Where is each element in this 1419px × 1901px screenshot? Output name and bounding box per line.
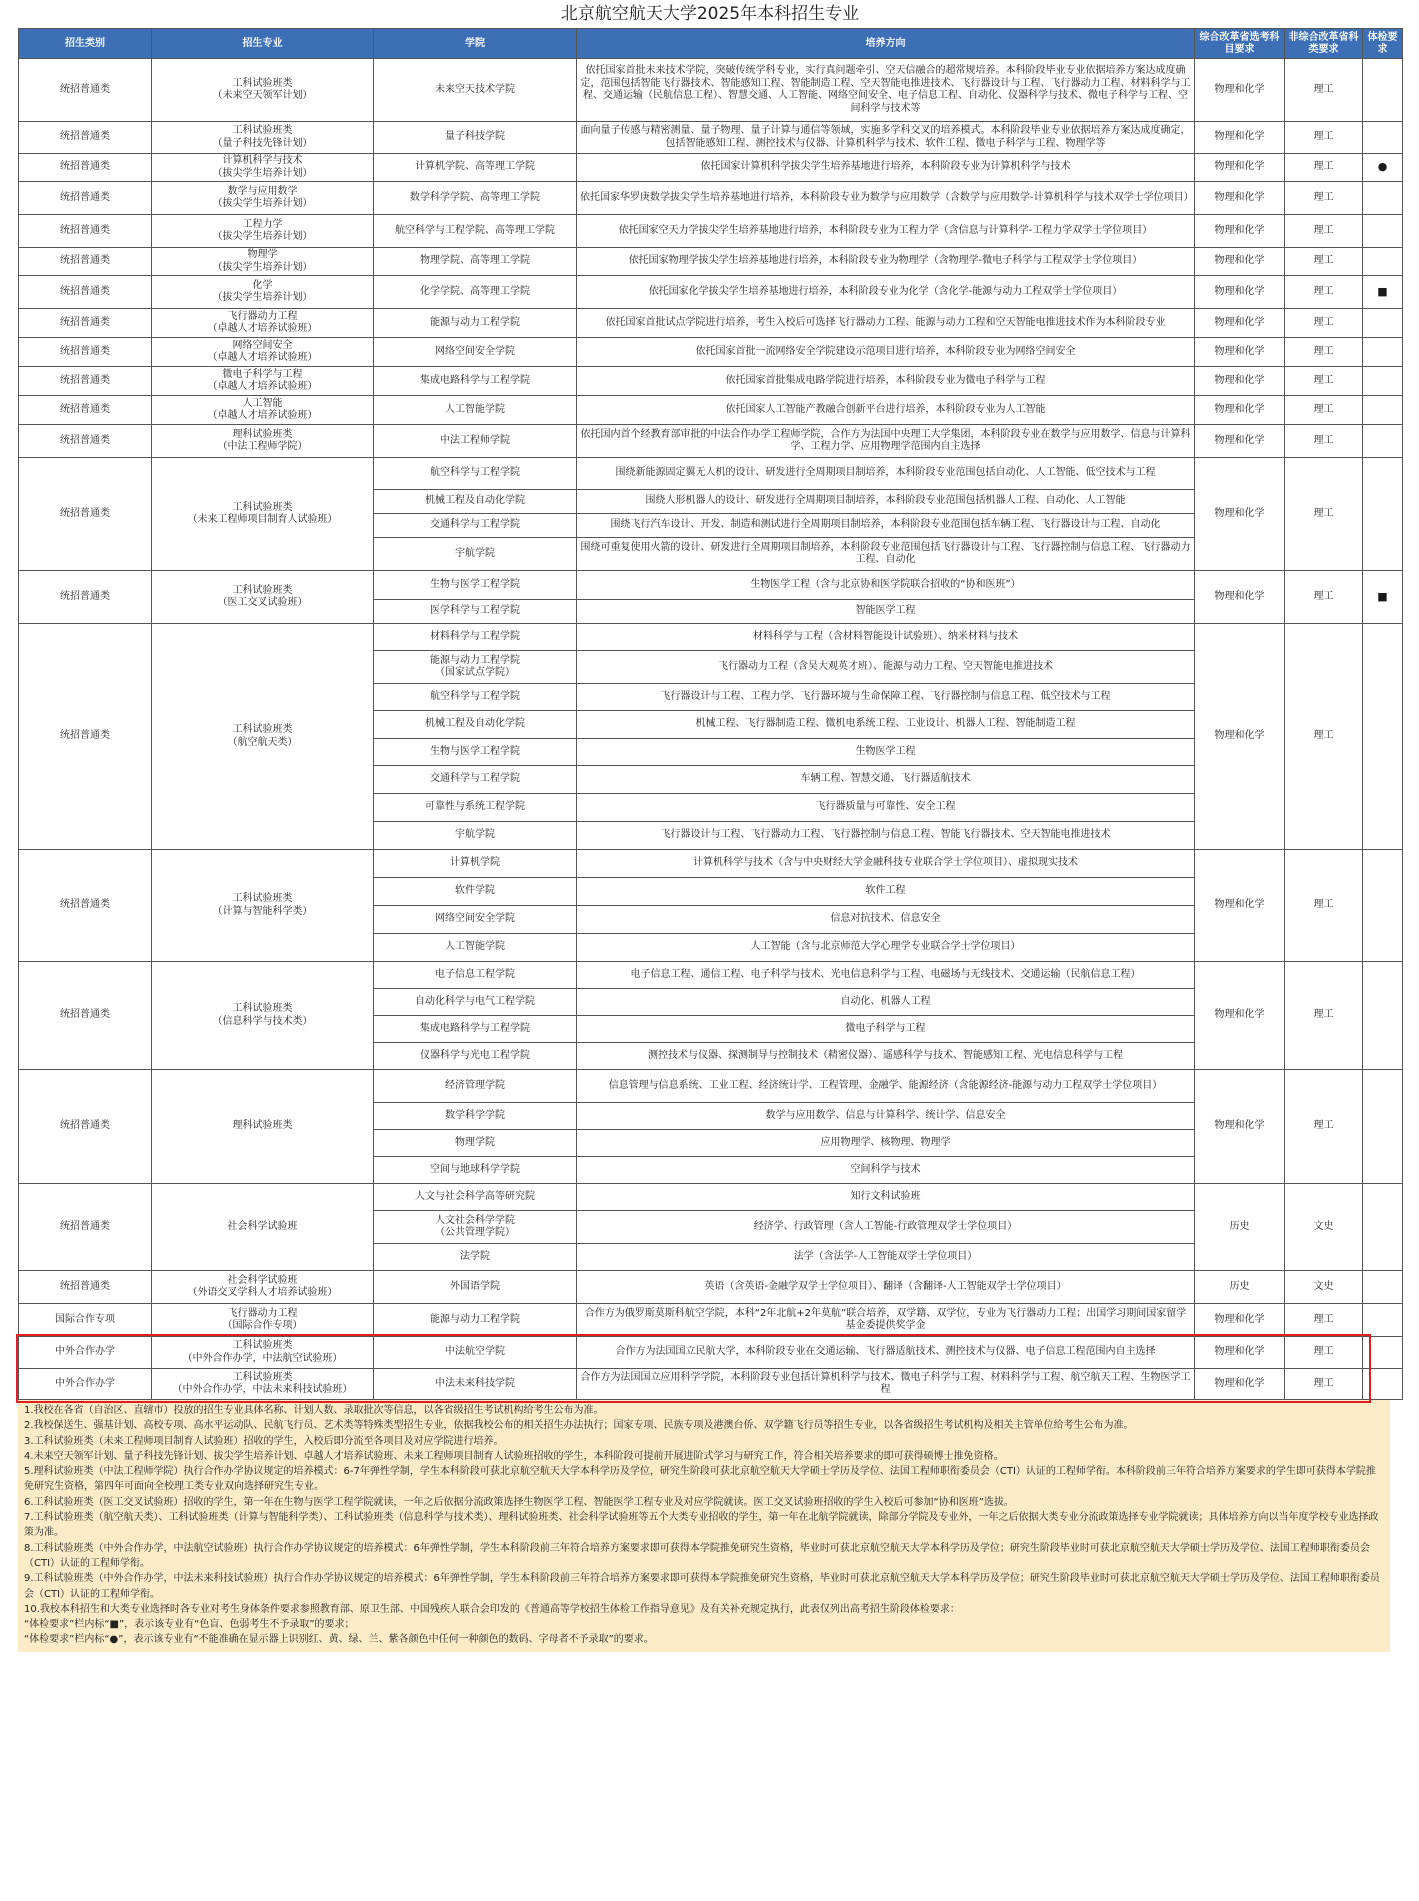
cell-school: 化学学院、高等理工学院 (374, 276, 577, 309)
cell-program: 工科试验班类 （中外合作办学，中法未来科技试验班） (152, 1369, 374, 1400)
cell-nonreform-type: 理工 (1285, 215, 1363, 248)
cell-school: 人工智能学院 (374, 396, 577, 425)
cell-reform-subjects: 物理和化学 (1195, 276, 1285, 309)
cell-reform-subjects: 物理和化学 (1195, 458, 1285, 571)
cell-nonreform-type: 理工 (1285, 458, 1363, 571)
cell-school: 生物与医学工程学院 (374, 571, 577, 600)
cell-reform-subjects: 物理和化学 (1195, 396, 1285, 425)
note-item: 9.工科试验班类（中外合作办学，中法未来科技试验班）执行合作办学协议规定的培养模式：6年弹性学制，学生本科阶段前三年符合培养方案要求即可获得本学院推免研究生资格，毕业时可获北京航空航天大学本科学历及学位；研究生阶段毕业时可获北京航空航天大学硕士学历及学位、法国工程师职衔委员会（CTI）认证的工程师学衔。 (24, 1573, 1380, 1600)
cell-direction: 飞行器设计与工程、飞行器动力工程、飞行器控制与信息工程、智能飞行器技术、空天智能电推进技术 (577, 822, 1195, 850)
cell-direction: 生物医学工程 (577, 739, 1195, 766)
table-row (19, 122, 1403, 154)
cell-category: 统招普通类 (19, 182, 152, 215)
cell-school: 医学科学与工程学院 (374, 600, 577, 624)
cell-direction: 依托国家首批试点学院进行培养，考生入校后可选择飞行器动力工程、能源与动力工程和空天智能电推进技术作为本科阶段专业 (577, 309, 1195, 338)
table-row (19, 182, 1403, 215)
cell-physical-exam (1363, 1070, 1403, 1184)
cell-physical-exam (1363, 962, 1403, 1070)
cell-category: 中外合作办学 (19, 1369, 152, 1400)
table-row (19, 276, 1403, 309)
cell-category: 统招普通类 (19, 425, 152, 458)
cell-nonreform-type: 理工 (1285, 338, 1363, 367)
cell-direction: 飞行器动力工程（含吴大观英才班）、能源与动力工程、空天智能电推进技术 (577, 651, 1195, 684)
note-item: 4.未来空天领军计划、量子科技先锋计划、拔尖学生培养计划、卓越人才培养试验班、未来工程师项目制育人试验班招收的学生，本科阶段可提前开展进阶式学习与研究工作，符合相关培养要求的即可获得硕博士推免资格。 (24, 1450, 1004, 1462)
cell-nonreform-type: 理工 (1285, 367, 1363, 396)
cell-school: 外国语学院 (374, 1271, 577, 1304)
cell-school: 中法未来科技学院 (374, 1369, 577, 1400)
cell-school: 材料科学与工程学院 (374, 624, 577, 651)
note-item: “体检要求”栏内标“●”，表示该专业有“不能准确在显示器上识别红、黄、绿、兰、紫各颜色中任何一种颜色的数码、字母者不予录取”的要求。 (24, 1634, 654, 1646)
cell-reform-subjects: 物理和化学 (1195, 1304, 1285, 1337)
cell-direction: 自动化、机器人工程 (577, 989, 1195, 1016)
cell-program: 工科试验班类 （计算与智能科学类） (152, 850, 374, 962)
cell-reform-subjects: 历史 (1195, 1184, 1285, 1271)
cell-physical-exam (1363, 850, 1403, 962)
cell-category: 统招普通类 (19, 309, 152, 338)
header-school: 学院 (374, 29, 577, 59)
cell-program: 工程力学 （拔尖学生培养计划） (152, 215, 374, 248)
cell-physical-exam (1363, 425, 1403, 458)
cell-school: 中法工程师学院 (374, 425, 577, 458)
cell-category: 统招普通类 (19, 571, 152, 624)
cell-direction: 空间科学与技术 (577, 1157, 1195, 1184)
cell-nonreform-type: 理工 (1285, 154, 1363, 182)
cell-reform-subjects: 历史 (1195, 1271, 1285, 1304)
cell-nonreform-type: 理工 (1285, 248, 1363, 276)
cell-school: 经济管理学院 (374, 1070, 577, 1103)
cell-school: 能源与动力工程学院 （国家试点学院） (374, 651, 577, 684)
cell-school: 航空科学与工程学院 (374, 684, 577, 711)
cell-direction: 信息管理与信息系统、工业工程、经济统计学、工程管理、金融学、能源经济（含能源经济-能源与动力工程双学士学位项目） (577, 1070, 1195, 1103)
cell-direction: 依托国家人工智能产教融合创新平台进行培养，本科阶段专业为人工智能 (577, 396, 1195, 425)
cell-program: 物理学 （拔尖学生培养计划） (152, 248, 374, 276)
header-program: 招生专业 (152, 29, 374, 59)
cell-direction: 知行文科试验班 (577, 1184, 1195, 1211)
cell-direction: 合作方为俄罗斯莫斯科航空学院，本科“2年北航+2年莫航”联合培养，双学籍、双学位，专业为飞行器动力工程；出国学习期间国家留学基金委提供奖学金 (577, 1304, 1195, 1337)
cell-category: 中外合作办学 (19, 1337, 152, 1369)
cell-category: 统招普通类 (19, 367, 152, 396)
cell-program: 飞行器动力工程 （卓越人才培养试验班） (152, 309, 374, 338)
cell-category: 统招普通类 (19, 1184, 152, 1271)
cell-school: 人文社会科学学院 （公共管理学院） (374, 1211, 577, 1244)
cell-school: 能源与动力工程学院 (374, 309, 577, 338)
cell-nonreform-type: 理工 (1285, 962, 1363, 1070)
cell-nonreform-type: 理工 (1285, 850, 1363, 962)
header-direction: 培养方向 (577, 29, 1195, 59)
cell-direction: 人工智能（含与北京师范大学心理学专业联合学士学位项目） (577, 934, 1195, 962)
cell-reform-subjects: 物理和化学 (1195, 1070, 1285, 1184)
cell-nonreform-type: 理工 (1285, 276, 1363, 309)
table-row (19, 367, 1403, 396)
cell-reform-subjects: 物理和化学 (1195, 425, 1285, 458)
cell-reform-subjects: 物理和化学 (1195, 154, 1285, 182)
note-item: 8.工科试验班类（中外合作办学，中法航空试验班）执行合作办学协议规定的培养模式：6年弹性学制，学生本科阶段前三年符合培养方案要求即可获得本学院推免研究生资格，毕业时可获北京航空航天大学本科学历及学位；研究生阶段毕业时可获北京航空航天大学硕士学历及学位、法国工程师职衔委员会（CTI）认证的工程师学衔。 (24, 1542, 1370, 1569)
cell-program: 飞行器动力工程 （国际合作专项） (152, 1304, 374, 1337)
cell-program: 社会科学试验班 （外语交叉学科人才培养试验班） (152, 1271, 374, 1304)
cell-program: 化学 （拔尖学生培养计划） (152, 276, 374, 309)
cell-school: 交通科学与工程学院 (374, 514, 577, 538)
cell-school: 人工智能学院 (374, 934, 577, 962)
cell-category: 统招普通类 (19, 850, 152, 962)
cell-physical-exam (1363, 1271, 1403, 1304)
cell-physical-exam (1363, 122, 1403, 154)
cell-direction: 围绕人形机器人的设计、研发进行全周期项目制培养，本科阶段专业范围包括机器人工程、自动化、人工智能 (577, 490, 1195, 514)
table-row (19, 1184, 1403, 1211)
note-item: 6.工科试验班类（医工交叉试验班）招收的学生，第一年在生物与医学工程学院就读，一年之后依据分流政策选择生物医学工程、智能医学工程专业及对应学院就读。医工交叉试验班招收的学生入校后可参加“协和医班”选拔。 (24, 1496, 1014, 1508)
cell-program: 工科试验班类 （未来空天领军计划） (152, 59, 374, 122)
cell-program: 网络空间安全 （卓越人才培养试验班） (152, 338, 374, 367)
cell-direction: 机械工程、飞行器制造工程、微机电系统工程、工业设计、机器人工程、智能制造工程 (577, 711, 1195, 739)
cell-direction: 计算机科学与技术（含与中央财经大学金融科技专业联合学士学位项目）、虚拟现实技术 (577, 850, 1195, 878)
cell-direction: 车辆工程、智慧交通、飞行器适航技术 (577, 766, 1195, 794)
cell-direction: 依托国家华罗庚数学拔尖学生培养基地进行培养，本科阶段专业为数学与应用数学（含数学与应用数学-计算机科学与技术双学士学位项目） (577, 182, 1195, 215)
cell-program: 社会科学试验班 (152, 1184, 374, 1271)
cell-direction: 法学（含法学-人工智能双学士学位项目） (577, 1244, 1195, 1271)
cell-physical-exam: ■ (1363, 571, 1403, 624)
cell-direction: 应用物理学、核物理、物理学 (577, 1130, 1195, 1157)
cell-school: 物理学院 (374, 1130, 577, 1157)
cell-direction: 微电子科学与工程 (577, 1016, 1195, 1043)
cell-nonreform-type: 文史 (1285, 1184, 1363, 1271)
table-row (19, 338, 1403, 367)
cell-direction: 合作方为法国国立民航大学，本科阶段专业在交通运输、飞行器适航技术、测控技术与仪器、电子信息工程范围内自主选择 (577, 1337, 1195, 1369)
table-row (19, 850, 1403, 878)
cell-reform-subjects: 物理和化学 (1195, 624, 1285, 850)
cell-reform-subjects: 物理和化学 (1195, 1337, 1285, 1369)
cell-category: 统招普通类 (19, 458, 152, 571)
cell-direction: 生物医学工程（含与北京协和医学院联合招收的“协和医班”） (577, 571, 1195, 600)
cell-category: 统招普通类 (19, 338, 152, 367)
cell-category: 统招普通类 (19, 154, 152, 182)
cell-nonreform-type: 理工 (1285, 1070, 1363, 1184)
cell-physical-exam (1363, 367, 1403, 396)
cell-direction: 依托国家空天力学拔尖学生培养基地进行培养，本科阶段专业为工程力学（含信息与计算科学-工程力学双学士学位项目） (577, 215, 1195, 248)
cell-direction: 围绕飞行汽车设计、开发、制造和测试进行全周期项目制培养，本科阶段专业范围包括车辆工程、飞行器设计与工程、自动化 (577, 514, 1195, 538)
cell-physical-exam (1363, 1184, 1403, 1271)
cell-physical-exam (1363, 396, 1403, 425)
cell-nonreform-type: 理工 (1285, 1337, 1363, 1369)
cell-nonreform-type: 理工 (1285, 182, 1363, 215)
table-row (19, 396, 1403, 425)
cell-school: 计算机学院 (374, 850, 577, 878)
cell-physical-exam (1363, 309, 1403, 338)
table-header-row (19, 29, 1403, 59)
cell-direction: 飞行器质量与可靠性、安全工程 (577, 794, 1195, 822)
cell-direction: 软件工程 (577, 878, 1195, 906)
header-nonreform-type: 非综合改革省科类要求 (1285, 29, 1363, 59)
cell-direction: 依托国家首批一流网络安全学院建设示范项目进行培养，本科阶段专业为网络空间安全 (577, 338, 1195, 367)
cell-reform-subjects: 物理和化学 (1195, 59, 1285, 122)
cell-nonreform-type: 理工 (1285, 59, 1363, 122)
cell-physical-exam (1363, 215, 1403, 248)
cell-school: 量子科技学院 (374, 122, 577, 154)
cell-physical-exam: ■ (1363, 276, 1403, 309)
cell-direction: 依托国内首个经教育部审批的中法合作办学工程师学院，合作方为法国中央理工大学集团，本科阶段专业在数学与应用数学、信息与计算科学、工程力学、应用物理学范围内自主选择 (577, 425, 1195, 458)
cell-program: 工科试验班类 （未来工程师项目制育人试验班） (152, 458, 374, 571)
cell-category: 统招普通类 (19, 962, 152, 1070)
table-row (19, 624, 1403, 651)
cell-physical-exam (1363, 182, 1403, 215)
cell-school: 自动化科学与电气工程学院 (374, 989, 577, 1016)
cell-physical-exam (1363, 1304, 1403, 1337)
cell-school: 物理学院、高等理工学院 (374, 248, 577, 276)
table-row (19, 215, 1403, 248)
cell-direction: 经济学、行政管理（含人工智能-行政管理双学士学位项目） (577, 1211, 1195, 1244)
cell-school: 航空科学与工程学院、高等理工学院 (374, 215, 577, 248)
highlight-box (16, 1334, 1371, 1403)
cell-program: 工科试验班类 （医工交叉试验班） (152, 571, 374, 624)
cell-school: 集成电路科学与工程学院 (374, 367, 577, 396)
cell-reform-subjects: 物理和化学 (1195, 850, 1285, 962)
cell-school: 生物与医学工程学院 (374, 739, 577, 766)
cell-school: 计算机学院、高等理工学院 (374, 154, 577, 182)
cell-category: 统招普通类 (19, 1271, 152, 1304)
cell-program: 理科试验班类 (152, 1070, 374, 1184)
cell-school: 机械工程及自动化学院 (374, 490, 577, 514)
cell-program: 工科试验班类 （信息科学与技术类） (152, 962, 374, 1070)
table-row (19, 962, 1403, 989)
cell-physical-exam (1363, 624, 1403, 850)
table-row (19, 1304, 1403, 1337)
cell-reform-subjects: 物理和化学 (1195, 367, 1285, 396)
cell-reform-subjects: 物理和化学 (1195, 309, 1285, 338)
cell-category: 统招普通类 (19, 215, 152, 248)
cell-nonreform-type: 理工 (1285, 624, 1363, 850)
cell-category: 统招普通类 (19, 1070, 152, 1184)
cell-category: 国际合作专项 (19, 1304, 152, 1337)
cell-category: 统招普通类 (19, 248, 152, 276)
cell-direction: 依托国家计算机科学拔尖学生培养基地进行培养，本科阶段专业为计算机科学与技术 (577, 154, 1195, 182)
table-row (19, 571, 1403, 600)
cell-school: 网络空间安全学院 (374, 338, 577, 367)
cell-direction: 依托国家物理学拔尖学生培养基地进行培养，本科阶段专业为物理学（含物理学-微电子科学与工程双学士学位项目） (577, 248, 1195, 276)
table-row (19, 59, 1403, 122)
cell-school: 宇航学院 (374, 538, 577, 571)
admissions-table (18, 28, 1403, 1400)
cell-direction: 飞行器设计与工程、工程力学、飞行器环境与生命保障工程、飞行器控制与信息工程、低空技术与工程 (577, 684, 1195, 711)
cell-nonreform-type: 理工 (1285, 122, 1363, 154)
cell-nonreform-type: 文史 (1285, 1271, 1363, 1304)
table-row (19, 309, 1403, 338)
cell-category: 统招普通类 (19, 276, 152, 309)
header-category: 招生类别 (19, 29, 152, 59)
cell-nonreform-type: 理工 (1285, 571, 1363, 624)
cell-school: 人文与社会科学高等研究院 (374, 1184, 577, 1211)
cell-reform-subjects: 物理和化学 (1195, 962, 1285, 1070)
table-row (19, 458, 1403, 490)
cell-direction: 合作方为法国国立应用科学学院，本科阶段专业包括计算机科学与技术、微电子科学与工程、材料科学与工程、航空航天工程、生物医学工程 (577, 1369, 1195, 1400)
cell-school: 能源与动力工程学院 (374, 1304, 577, 1337)
cell-direction: 依托国家首批未来技术学院，突破传统学科专业，实行真问题牵引、空天信融合的超常规培养。本科阶段毕业专业依据培养方案达成度确定，范围包括智能飞行器技术、智能感知工程、智能制造工程、空天智能电推进技术、飞行器设计与工程、飞行器动力工程、材料科学与工程、交通运输（民航信息工程）、智慧交通、人工智能、网络空间安全、电子信息工程、自动化、仪器科学与技术、微电子科学与工程、空间科学与技术等 (577, 59, 1195, 122)
table-row (19, 425, 1403, 458)
cell-nonreform-type: 理工 (1285, 1369, 1363, 1400)
note-item: 2.我校保送生、强基计划、高校专项、高水平运动队、民航飞行员、艺术类等特殊类型招生专业，依据我校公布的相关招生办法执行；国家专项、民族专项及港澳台侨、双学籍飞行员等招生专业，以各省级招生考试机构及相关主管单位给考生公布为准。 (24, 1420, 1134, 1432)
cell-reform-subjects: 物理和化学 (1195, 182, 1285, 215)
table-row (19, 1070, 1403, 1103)
page-title: 北京航空航天大学2025年本科招生专业 (560, 4, 860, 24)
cell-program: 计算机科学与技术 （拔尖学生培养计划） (152, 154, 374, 182)
cell-direction: 依托国家首批集成电路学院进行培养，本科阶段专业为微电子科学与工程 (577, 367, 1195, 396)
cell-reform-subjects: 物理和化学 (1195, 1369, 1285, 1400)
cell-school: 交通科学与工程学院 (374, 766, 577, 794)
cell-school: 网络空间安全学院 (374, 906, 577, 934)
cell-school: 电子信息工程学院 (374, 962, 577, 989)
cell-nonreform-type: 理工 (1285, 425, 1363, 458)
note-item: 1.我校在各省（自治区、直辖市）投放的招生专业具体名称、计划人数、录取批次等信息，以各省级招生考试机构给考生公布为准。 (24, 1405, 604, 1416)
cell-school: 仪器科学与光电工程学院 (374, 1043, 577, 1070)
notes-section (18, 1400, 1390, 1652)
note-item: “体检要求”栏内标“■”，表示该专业有“色盲、色弱考生不予录取”的要求； (24, 1619, 355, 1631)
cell-program: 数学与应用数学 （拔尖学生培养计划） (152, 182, 374, 215)
cell-physical-exam (1363, 458, 1403, 571)
table-body (19, 59, 1403, 1400)
header-reform-subjects: 综合改革省选考科目要求 (1195, 29, 1285, 59)
cell-direction: 智能医学工程 (577, 600, 1195, 624)
cell-school: 航空科学与工程学院 (374, 458, 577, 490)
cell-physical-exam (1363, 59, 1403, 122)
cell-direction: 数学与应用数学、信息与计算科学、统计学、信息安全 (577, 1103, 1195, 1130)
cell-physical-exam: ● (1363, 154, 1403, 182)
cell-reform-subjects: 物理和化学 (1195, 122, 1285, 154)
cell-direction: 围绕可重复使用火箭的设计、研发进行全周期项目制培养，本科阶段专业范围包括飞行器设计与工程、飞行器控制与信息工程、飞行器动力工程、自动化 (577, 538, 1195, 571)
cell-nonreform-type: 理工 (1285, 309, 1363, 338)
header-physical-exam: 体检要求 (1363, 29, 1403, 59)
table-row (19, 248, 1403, 276)
cell-program: 工科试验班类 （量子科技先锋计划） (152, 122, 374, 154)
cell-direction: 围绕新能源固定翼无人机的设计、研发进行全周期项目制培养，本科阶段专业范围包括自动化、人工智能、低空技术与工程 (577, 458, 1195, 490)
cell-reform-subjects: 物理和化学 (1195, 571, 1285, 624)
cell-school: 中法航空学院 (374, 1337, 577, 1369)
document-page (18, 0, 1402, 1652)
cell-school: 未来空天技术学院 (374, 59, 577, 122)
cell-program: 微电子科学与工程 （卓越人才培养试验班） (152, 367, 374, 396)
cell-direction: 依托国家化学拔尖学生培养基地进行培养，本科阶段专业为化学（含化学-能源与动力工程双学士学位项目） (577, 276, 1195, 309)
cell-school: 可靠性与系统工程学院 (374, 794, 577, 822)
cell-program: 工科试验班类 （中外合作办学，中法航空试验班） (152, 1337, 374, 1369)
cell-physical-exam (1363, 338, 1403, 367)
cell-school: 机械工程及自动化学院 (374, 711, 577, 739)
table-row (19, 1271, 1403, 1304)
cell-reform-subjects: 物理和化学 (1195, 215, 1285, 248)
cell-nonreform-type: 理工 (1285, 1304, 1363, 1337)
cell-direction: 测控技术与仪器、探测制导与控制技术（精密仪器）、遥感科学与技术、智能感知工程、光电信息科学与工程 (577, 1043, 1195, 1070)
cell-category: 统招普通类 (19, 624, 152, 850)
cell-program: 理科试验班类 （中法工程师学院） (152, 425, 374, 458)
cell-reform-subjects: 物理和化学 (1195, 248, 1285, 276)
cell-school: 集成电路科学与工程学院 (374, 1016, 577, 1043)
cell-school: 宇航学院 (374, 822, 577, 850)
cell-category: 统招普通类 (19, 122, 152, 154)
table-row (19, 154, 1403, 182)
cell-school: 数学科学学院、高等理工学院 (374, 182, 577, 215)
cell-program: 工科试验班类 （航空航天类） (152, 624, 374, 850)
cell-category: 统招普通类 (19, 59, 152, 122)
cell-nonreform-type: 理工 (1285, 396, 1363, 425)
note-item: 7.工科试验班类（航空航天类）、工科试验班类（计算与智能科学类）、工科试验班类（信息科学与技术类）、理科试验班类、社会科学试验班等五个大类专业招收的学生，第一年在北航学院就读，除部分学院及专业外，一年之后依据大类专业分流政策选择专业学院就读；具体培养方向以当年度学校专业选择政策为准。 (24, 1512, 1379, 1539)
cell-direction: 电子信息工程、通信工程、电子科学与技术、光电信息科学与工程、电磁场与无线技术、交通运输（民航信息工程） (577, 962, 1195, 989)
cell-school: 软件学院 (374, 878, 577, 906)
cell-school: 法学院 (374, 1244, 577, 1271)
cell-category: 统招普通类 (19, 396, 152, 425)
cell-direction: 信息对抗技术、信息安全 (577, 906, 1195, 934)
cell-school: 空间与地球科学学院 (374, 1157, 577, 1184)
note-item: 5.理科试验班类（中法工程师学院）执行合作办学协议规定的培养模式：6-7年弹性学制，学生本科阶段可获北京航空航天大学本科学历及学位，研究生阶段可获北京航空航天大学硕士学历及学位、法国工程师职衔委员会（CTI）认证的工程师学衔。本科阶段前三年符合培养方案要求的学生即可获得本学院推免研究生资格，第四年可面向全校理工类专业双向选择研究生专业。 (24, 1466, 1376, 1493)
cell-direction: 材料科学与工程（含材料智能设计试验班）、纳米材料与技术 (577, 624, 1195, 651)
cell-physical-exam (1363, 248, 1403, 276)
cell-direction: 面向量子传感与精密测量、量子物理、量子计算与通信等领域，实施多学科交叉的培养模式。本科阶段毕业专业依据培养方案达成度确定，包括智能感知工程、测控技术与仪器、计算机科学与技术、软件工程、微电子科学与工程、物理学等 (577, 122, 1195, 154)
cell-reform-subjects: 物理和化学 (1195, 338, 1285, 367)
note-item: 3.工科试验班类（未来工程师项目制育人试验班）招收的学生，入校后即分流至各项目及对应学院进行培养。 (24, 1435, 504, 1447)
cell-school: 数学科学学院 (374, 1103, 577, 1130)
cell-direction: 英语（含英语-金融学双学士学位项目）、翻译（含翻译-人工智能双学士学位项目） (577, 1271, 1195, 1304)
note-item: 10.我校本科招生和大类专业选择时各专业对考生身体条件要求参照教育部、原卫生部、中国残疾人联合会印发的《普通高等学校招生体检工作指导意见》及有关补充规定执行，此表仅列出高考招生阶段体检要求： (24, 1603, 960, 1615)
cell-program: 人工智能 （卓越人才培养试验班） (152, 396, 374, 425)
